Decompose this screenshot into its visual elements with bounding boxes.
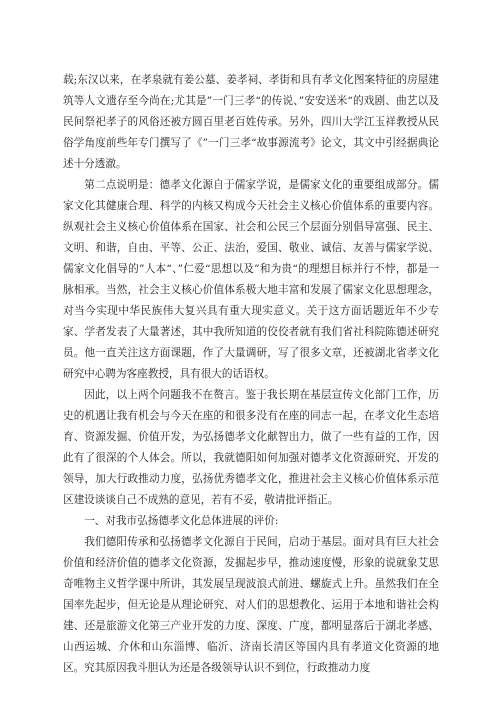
paragraph-continuation: 载;东汉以来，在孝泉就有姜公墓、姜孝祠、孝街和具有孝文化图案特征的房屋建筑等人文遗存至今尚在;尤其是”一门三孝“的传说、”安安送米“的戏剧、曲艺以及民间祭祀孝子的风俗还被方圆百里老百姓传承。另外，四川大学江玉祥教授从民俗学角度前些年专门撰写了《”一门三孝“故事源流考》论文，其文中引经据典论述十分透澈。 [63, 74, 439, 170]
document-body [63, 70, 439, 679]
section-heading: 一、对我市弘扬德孝文化总体进展的评价: [84, 515, 279, 527]
paragraph-therefore: 因此，以上两个问题我不在赘言。鉴于我长期在基层宣传文化部门工作，历史的机遇让我有机会与今天在座的和很多没有在座的同志一起，在孝文化生态培育、资源发掘、价值开发，为弘扬德孝文化献智出力，做了一些有益的工作，因此有了很深的个人体会。所以，我就德阳如何加强对德孝文化资源研究、开发的领导，加大行政推动力度，弘扬优秀德孝文化，推进社会主义核心价值体系示范区建设谈谈自己不成熟的意见，若有不妥，敬请批评指正。 [63, 389, 439, 506]
paragraph-deyang-heritage: 我们德阳传承和弘扬德孝文化源自于民间，启动于基层。面对具有巨大社会价值和经济价值的德孝文化资源，发掘起步早，推动速度慢，形象的说就象艾思奇唯物主义哲学课中所讲，其发展呈现波浪式前进、螺旋式上升。虽然我们在全国率先起步，但无论是从理论研究、对人们的思想教化、运用于本地和谐社会构建、还是旅游文化第三产业开发的力度、深度、广度，都明显落后于湖北孝感、山西运城、介休和山东淄博、临沂、济南长清区等国内具有孝道文化资源的地区。究其原因我斗胆认为还是各级领导认识不到位，行政推动力度 [63, 536, 439, 674]
paragraph-second-point: 第二点说明是：德孝文化源自于儒家学说，是儒家文化的重要组成部分。儒家文化其健康合理、科学的内核又构成今天社会主义核心价值体系的重要内容。纵观社会主义核心价值体系在国家、社会和公民三个层面分别倡导富强、民主、文明、和谐，自由、平等、公正、法治，爱国、敬业、诚信、友善与儒家学说、儒家文化倡导的”人本“、”仁爱“思想以及”和为贵“的理想目标并行不悖，都是一脉相承。当然，社会主义核心价值体系极大地丰富和发展了儒家文化思想理念，对当今实现中华民族伟大复兴具有重大现实意义。关于这方面话题近年不少专家、学者发表了大量著述，其中我所知道的佼佼者就有我们省社科院陈德述研究员。他一直关注这方面课题，作了大量调研，写了很多文章，还被湖北省孝文化研究中心聘为客座教授，具有很大的话语权。 [63, 179, 439, 380]
